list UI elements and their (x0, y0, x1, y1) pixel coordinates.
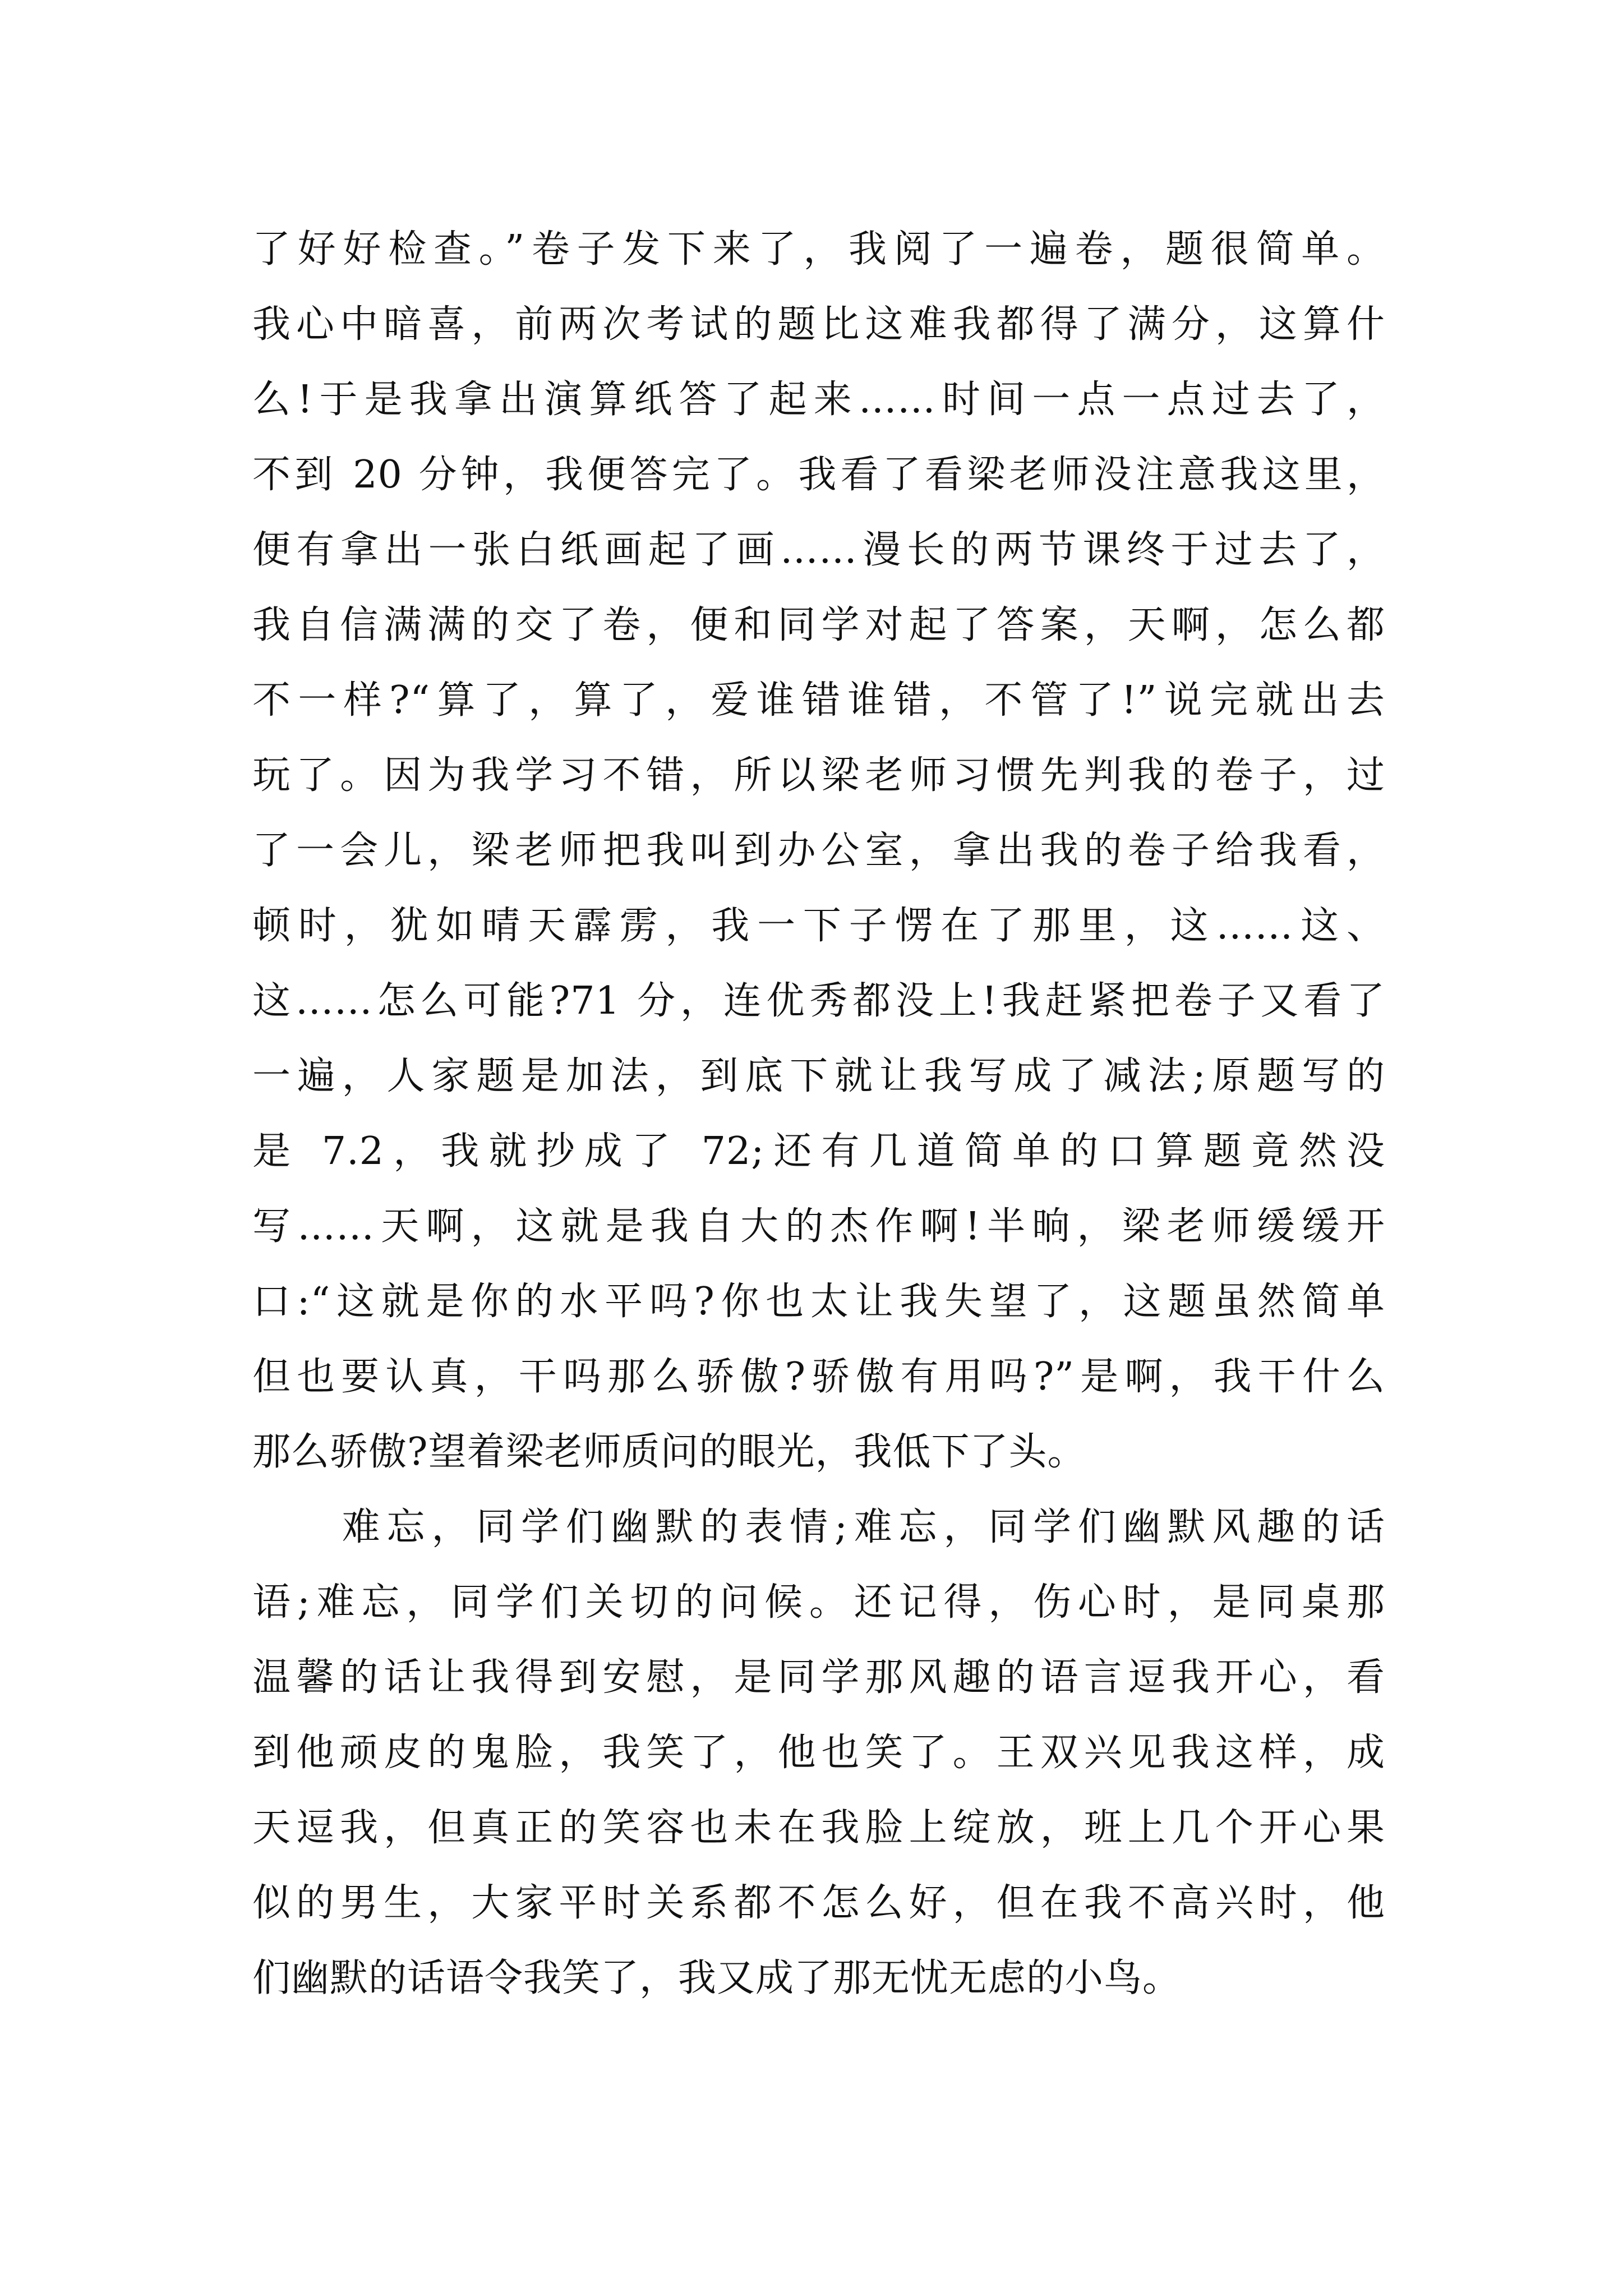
text-line: 这……怎么可能?71 分，连优秀都没上!我赶紧把卷子又看了 (252, 979, 1385, 1023)
text-line: 难忘，同学们幽默的表情;难忘，同学们幽默风趣的话 (252, 1505, 1385, 1549)
text-line: 似的男生，大家平时关系都不怎么好，但在我不高兴时，他 (252, 1881, 1385, 1925)
text-line: 顿时，犹如晴天霹雳，我一下子愣在了那里，这……这、 (252, 904, 1385, 948)
text-line: 玩了。因为我学习不错，所以梁老师习惯先判我的卷子，过 (252, 753, 1385, 798)
text-line-last: 们幽默的话语令我笑了，我又成了那无忧无虑的小鸟。 (252, 1956, 1182, 2000)
paragraph-2 (252, 1490, 1385, 2016)
text-line: 么!于是我拿出演算纸答了起来……时间一点一点过去了， (252, 378, 1385, 422)
text-line: 我心中暗喜，前两次考试的题比这难我都得了满分，这算什 (252, 302, 1385, 347)
text-line: 写……天啊，这就是我自大的杰作啊!半晌，梁老师缓缓开 (252, 1204, 1385, 1249)
text-line: 天逗我，但真正的笑容也未在我脸上绽放，班上几个开心果 (252, 1806, 1385, 1850)
essay-text (252, 212, 1385, 2016)
text-line: 一遍，人家题是加法，到底下就让我写成了减法;原题写的 (252, 1054, 1385, 1098)
text-line: 我自信满满的交了卷，便和同学对起了答案，天啊，怎么都 (252, 603, 1385, 647)
text-line: 语;难忘，同学们关切的问候。还记得，伤心时，是同桌那 (252, 1580, 1385, 1625)
paragraph-1 (252, 212, 1385, 1490)
text-line: 是 7.2，我就抄成了 72;还有几道简单的口算题竟然没 (252, 1129, 1385, 1174)
text-line: 了好好检查。”卷子发下来了，我阅了一遍卷，题很简单。 (252, 227, 1385, 272)
text-line: 便有拿出一张白纸画起了画……漫长的两节课终于过去了， (252, 528, 1385, 572)
text-line: 到他顽皮的鬼脸，我笑了，他也笑了。王双兴见我这样，成 (252, 1731, 1385, 1775)
text-line: 温馨的话让我得到安慰，是同学那风趣的语言逗我开心，看 (252, 1655, 1385, 1700)
text-line: 但也要认真，干吗那么骄傲?骄傲有用吗?”是啊，我干什么 (252, 1355, 1385, 1399)
text-line: 口:“这就是你的水平吗?你也太让我失望了，这题虽然简单 (252, 1280, 1385, 1324)
text-line: 不一样?“算了，算了，爱谁错谁错，不管了!”说完就出去 (252, 678, 1385, 723)
text-line: 了一会儿，梁老师把我叫到办公室，拿出我的卷子给我看， (252, 829, 1385, 873)
text-line-last: 那么骄傲?望着梁老师质问的眼光，我低下了头。 (252, 1430, 1086, 1474)
text-line: 不到 20 分钟，我便答完了。我看了看梁老师没注意我这里， (252, 453, 1385, 497)
